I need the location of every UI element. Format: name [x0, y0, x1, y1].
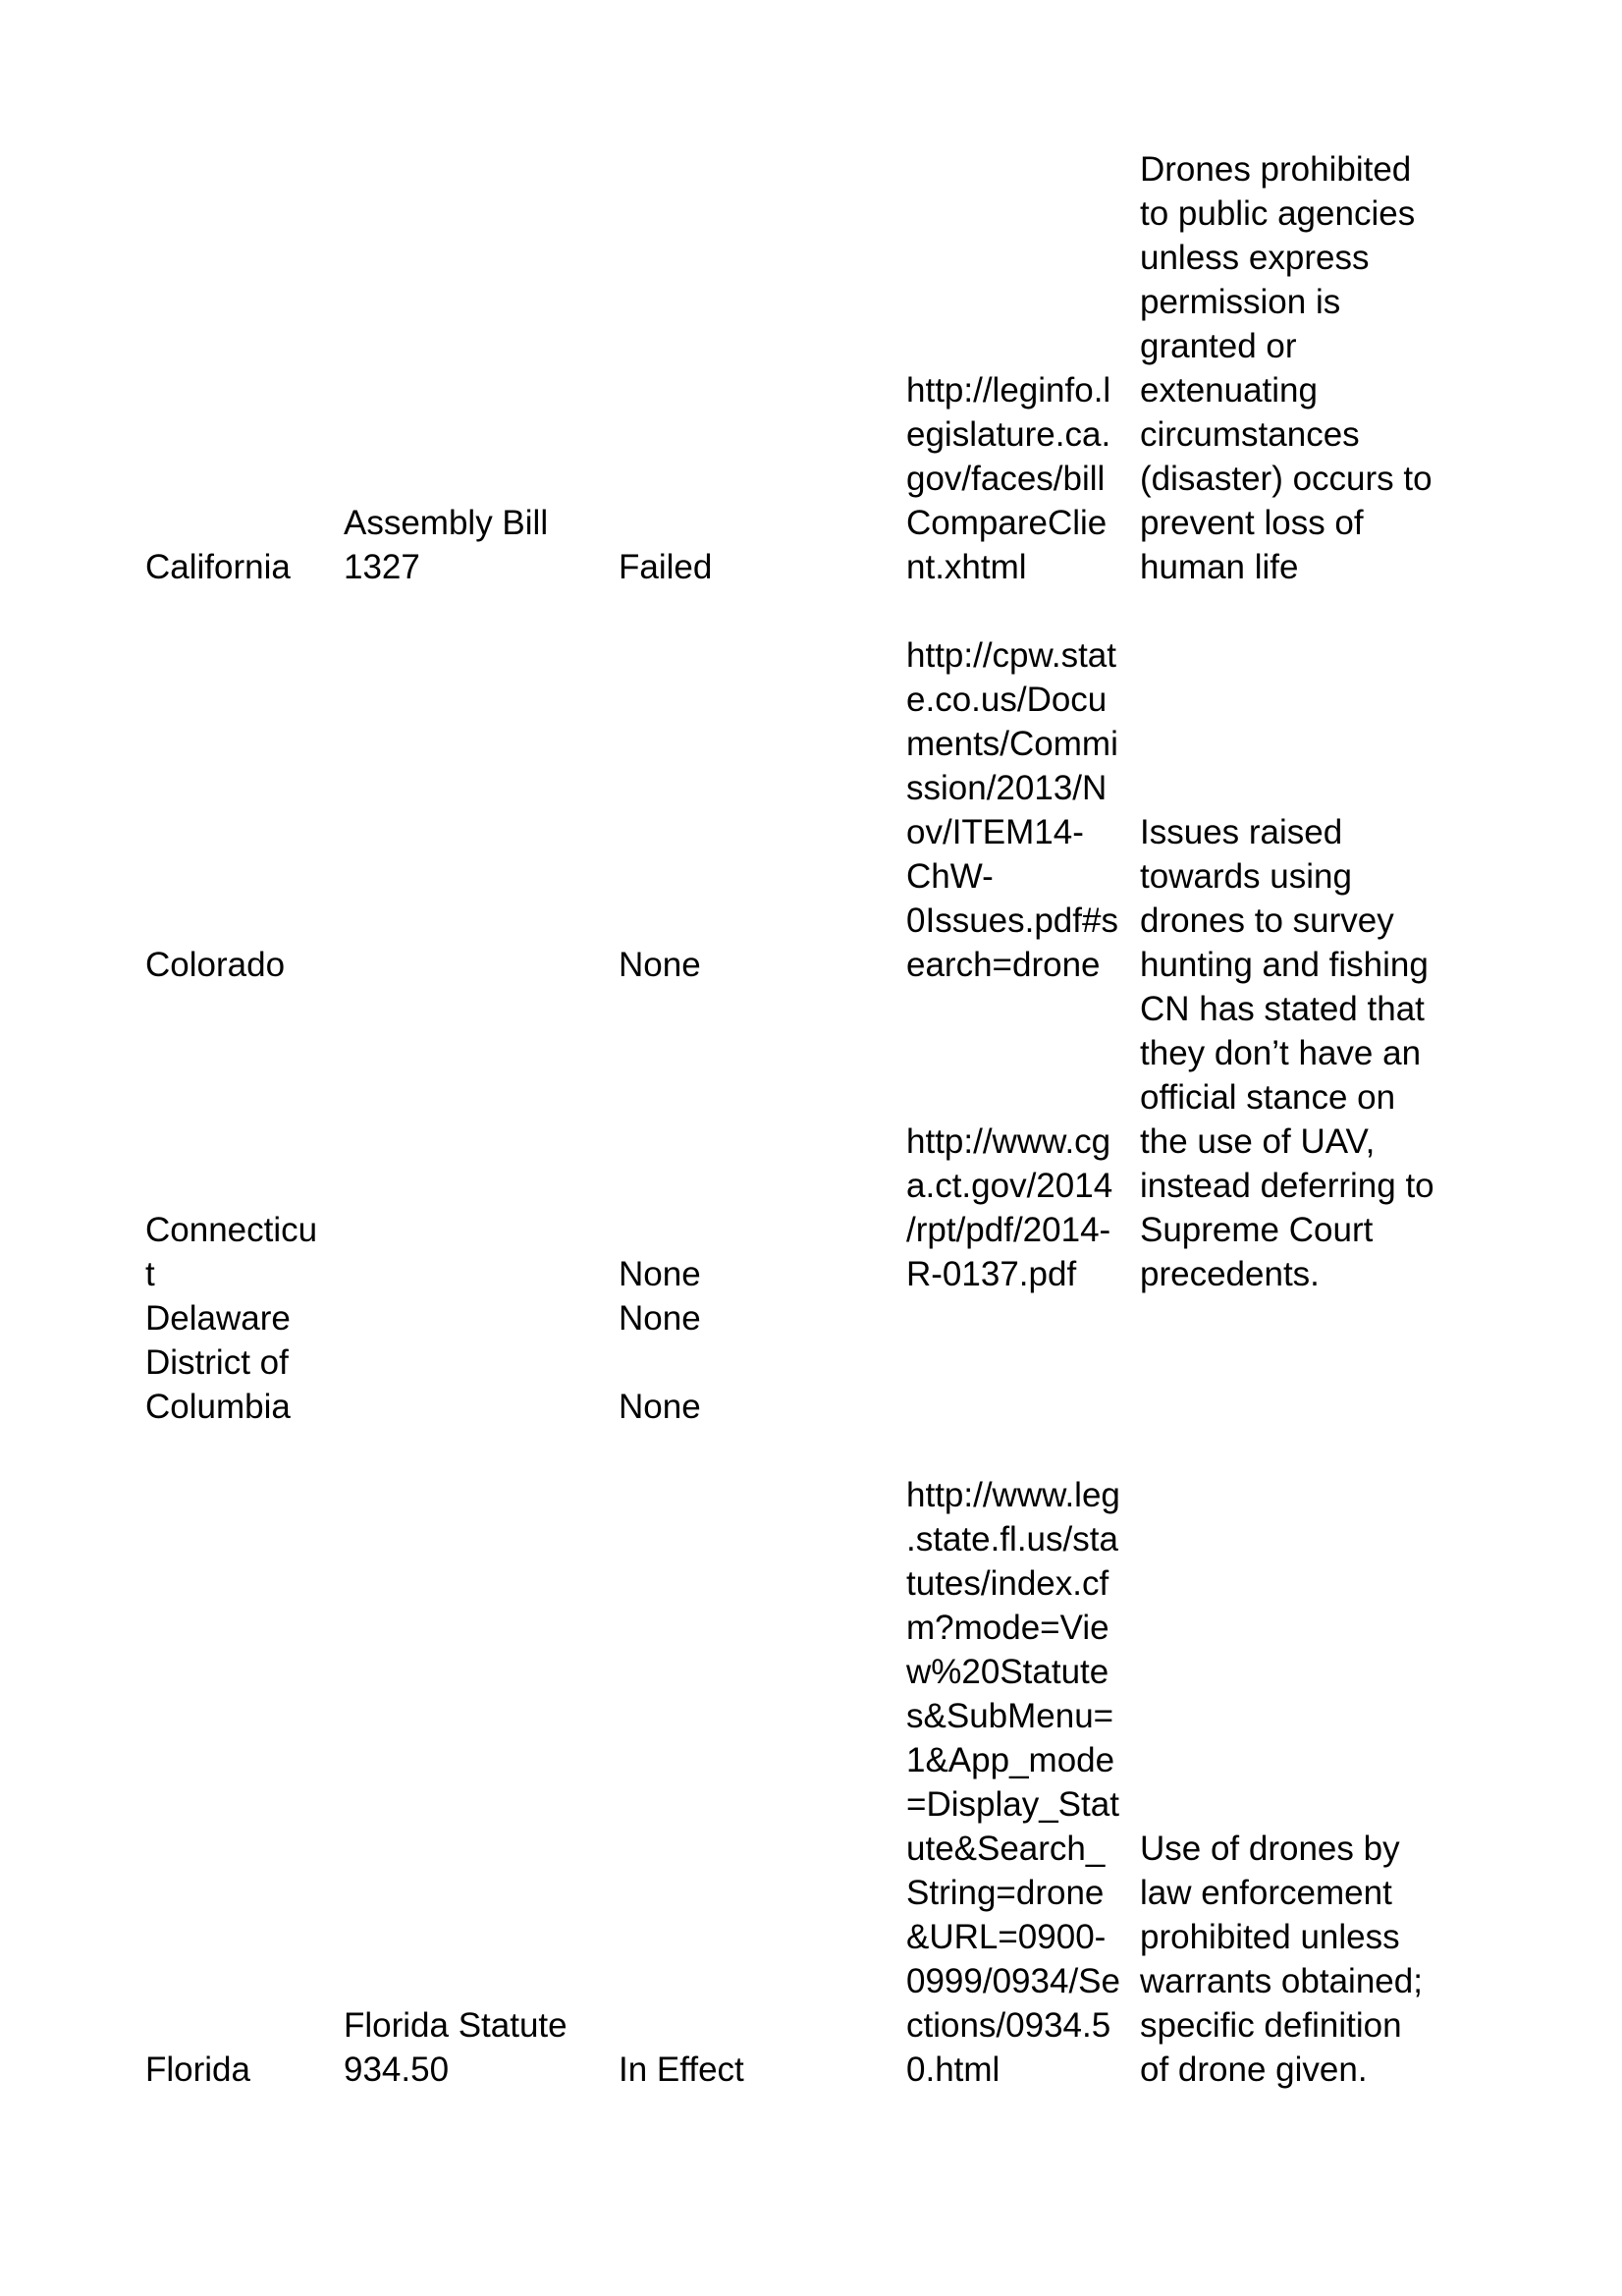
table-row	[145, 589, 1461, 987]
table-row	[145, 147, 1461, 589]
table-row	[145, 1340, 1461, 1429]
bill-cell	[344, 1340, 619, 1429]
url-cell: http://leginfo.l egislature.ca. gov/faces/bill CompareClie nt.xhtml	[906, 371, 1111, 586]
state-cell: Connecticu t	[145, 1211, 318, 1293]
url-cell	[906, 1296, 1140, 1340]
url-cell: http://cpw.stat e.co.us/Docu ments/Commi ssion/2013/N ov/ITEM14- ChW- 0Issues.pdf#s earch=drone	[906, 636, 1118, 984]
url-cell: http://www.leg .state.fl.us/sta tutes/index.cf m?mode=Vie w%20Statute s&SubMenu= 1&App_mode =Display_Stat ute&Search_ String=drone &URL=0900- 0999/0934/Se ctions/0934.5 0.html	[906, 1476, 1120, 2089]
status-cell: None	[619, 946, 701, 984]
status-cell: In Effect	[619, 2050, 744, 2089]
state-cell: Delaware	[145, 1299, 291, 1338]
bill-cell	[344, 987, 619, 1296]
bill-cell: Florida Statute 934.50	[344, 2006, 568, 2089]
state-cell: California	[145, 548, 291, 586]
url-cell	[906, 1340, 1140, 1429]
description-cell: Drones prohibited to public agencies unless express permission is granted or extenuating circumstances (disaster) occurs to prevent loss of human life	[1140, 150, 1433, 586]
state-cell: Florida	[145, 2050, 250, 2089]
table-row	[145, 1429, 1461, 2092]
bill-cell	[344, 589, 619, 987]
description-cell: CN has stated that they don’t have an official stance on the use of UAV, instead deferring to Supreme Court precedents.	[1140, 990, 1434, 1293]
status-cell: None	[619, 1255, 701, 1293]
status-cell: None	[619, 1299, 701, 1338]
state-cell: Colorado	[145, 946, 286, 984]
description-cell	[1140, 1340, 1461, 1429]
bill-cell: Assembly Bill 1327	[344, 504, 549, 586]
bill-cell	[344, 1296, 619, 1340]
status-cell: Failed	[619, 548, 713, 586]
description-cell: Use of drones by law enforcement prohibited unless warrants obtained; specific definition of drone given.	[1140, 1830, 1423, 2089]
url-cell: http://www.cg a.ct.gov/2014 /rpt/pdf/2014- R-0137.pdf	[906, 1122, 1113, 1293]
state-cell: District of Columbia	[145, 1343, 291, 1426]
state-drone-laws-table	[145, 147, 1461, 2092]
description-cell	[1140, 1296, 1461, 1340]
table-row	[145, 987, 1461, 1296]
table-row	[145, 1296, 1461, 1340]
status-cell: None	[619, 1388, 701, 1426]
description-cell: Issues raised towards using drones to survey hunting and fishing	[1140, 813, 1429, 984]
